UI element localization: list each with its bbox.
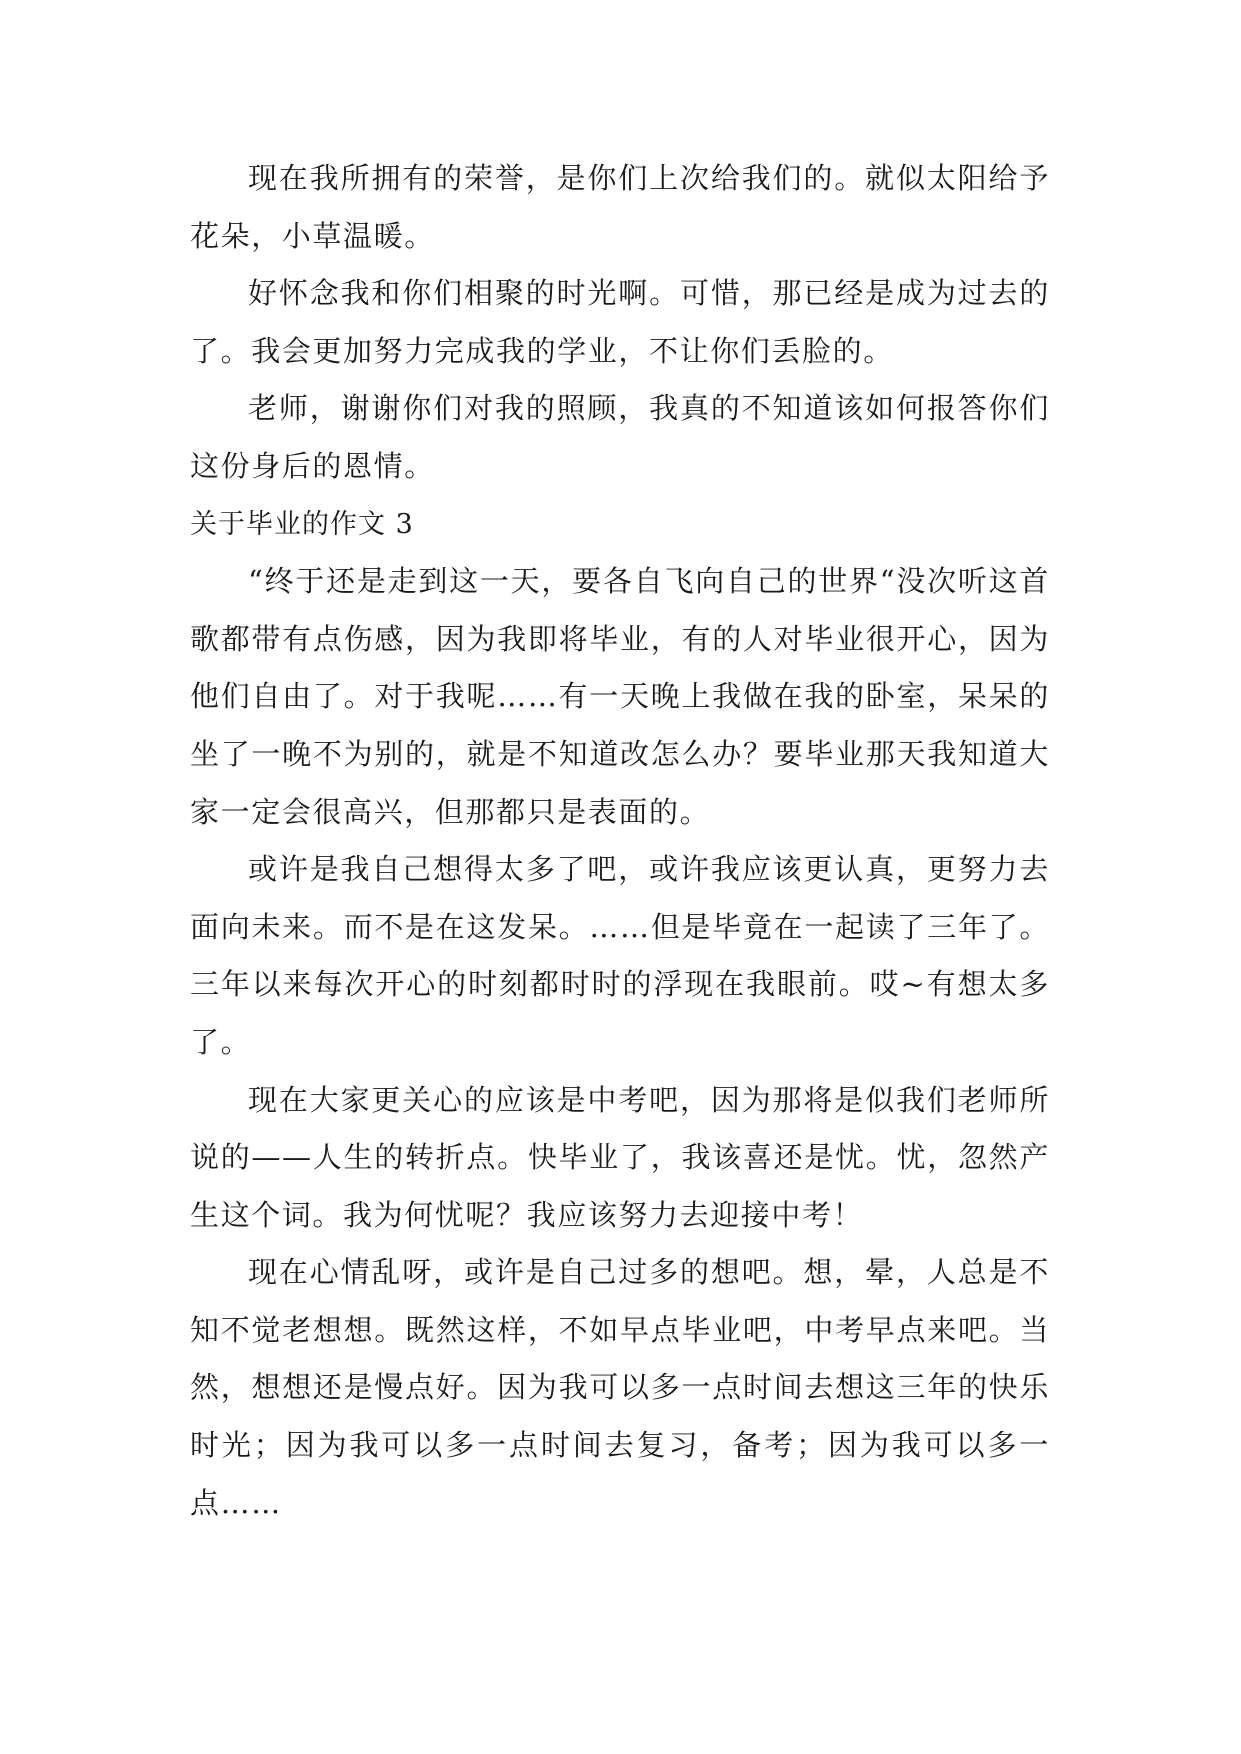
paragraph: 好怀念我和你们相聚的时光啊。可惜，那已经是成为过去的了。我会更加努力完成我的学业，不让你们丢脸的。 (190, 276, 1050, 368)
paragraph: “终于还是走到这一天，要各自飞向自己的世界“没次听这首歌都带有点伤感，因为我即将毕业，有的人对毕业很开心，因为他们自由了。对于我呢……有一天晚上我做在我的卧室，呆呆的坐了一晚不为别的，就是不知道改怎么办？要毕业那天我知道大家一定会很高兴，但那都只是表面的。 (190, 564, 1050, 829)
paragraph: 现在大家更关心的应该是中考吧，因为那将是似我们老师所说的——人生的转折点。快毕业了，我该喜还是忧。忧，忽然产生这个词。我为何忧呢？我应该努力去迎接中考！ (190, 1082, 1050, 1232)
paragraph: 现在心情乱呀，或许是自己过多的想吧。想，晕，人总是不知不觉老想想。既然这样，不如早点毕业吧，中考早点来吧。当然，想想还是慢点好。因为我可以多一点时间去想这三年的快乐时光；因为我可以多一点时间去复习，备考；因为我可以多一点…… (190, 1255, 1050, 1520)
document-body (190, 150, 1050, 1532)
paragraph: 老师，谢谢你们对我的照顾，我真的不知道该如何报答你们这份身后的恩情。 (190, 391, 1050, 483)
section-heading: 关于毕业的作文 3 (190, 508, 414, 540)
paragraph: 现在我所拥有的荣誉，是你们上次给我们的。就似太阳给予花朵，小草温暖。 (190, 161, 1050, 253)
paragraph: 或许是我自己想得太多了吧，或许我应该更认真，更努力去面向未来。而不是在这发呆。……但是毕竟在一起读了三年了。三年以来每次开心的时刻都时时的浮现在我眼前。哎~有想太多了。 (190, 852, 1050, 1059)
